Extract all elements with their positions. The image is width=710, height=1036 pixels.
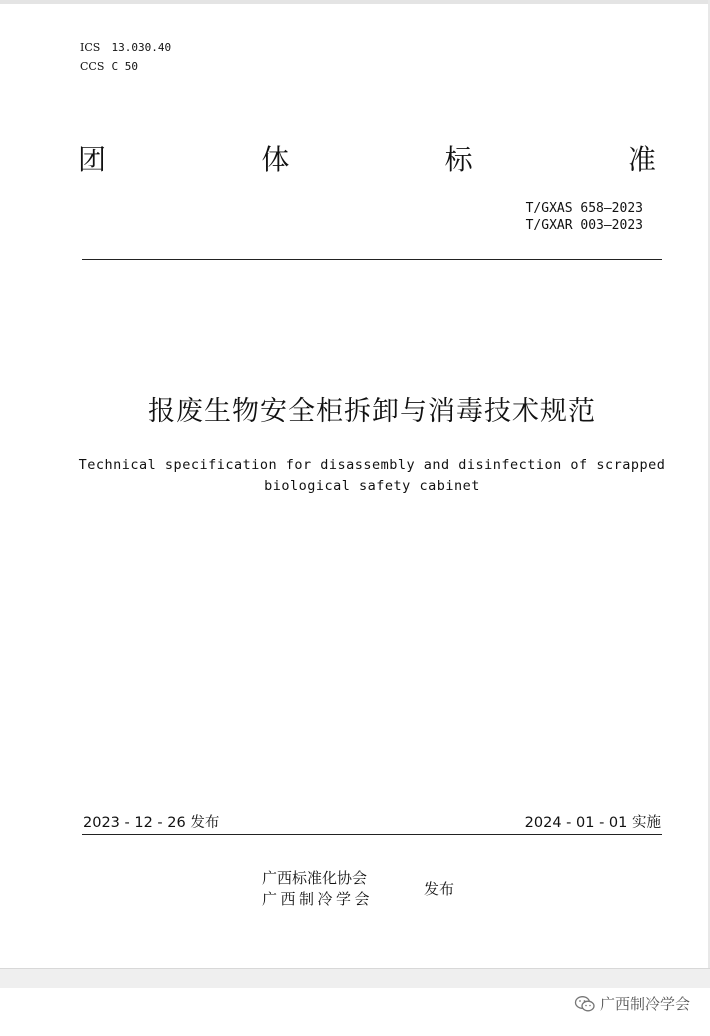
standard-type-char: 标 <box>444 143 473 176</box>
issuer-standardization-association: 广西标准化协会 <box>262 869 368 887</box>
classification-codes <box>80 38 171 76</box>
ccs-row <box>80 57 171 76</box>
issue-label: 发布 <box>424 880 455 898</box>
ics-label: ICS <box>80 41 101 54</box>
document-title-chinese: 报废生物安全柜拆卸与消毒技术规范 <box>148 396 596 427</box>
top-divider <box>82 259 662 260</box>
standard-number-gxas: T/GXAS 658—2023 <box>525 201 643 216</box>
watermark-text: 广西制冷学会 <box>599 995 690 1013</box>
publish-date: 2023 - 12 - 26 发布 <box>83 815 220 831</box>
standard-numbers <box>526 200 643 234</box>
ccs-value: C 50 <box>111 60 138 73</box>
ics-row <box>80 38 171 57</box>
bottom-divider <box>82 834 662 835</box>
standard-type-heading <box>78 140 656 180</box>
issuing-organizations <box>262 868 373 910</box>
watermark <box>574 994 690 1014</box>
standard-type-char: 体 <box>261 143 290 176</box>
wechat-icon <box>574 995 596 1013</box>
standard-type-char: 团 <box>78 143 107 176</box>
ics-value: 13.030.40 <box>111 41 172 54</box>
page-gap <box>0 968 710 989</box>
viewer-top-edge <box>0 0 710 4</box>
ccs-label: CCS <box>80 60 105 73</box>
standard-number-gxar: T/GXAR 003—2023 <box>525 218 643 233</box>
document-title-english: Technical specification for disassembly and disinfection of scrapped biological safety cabinet <box>78 457 666 494</box>
standard-type-char: 准 <box>627 143 656 176</box>
effective-date: 2024 - 01 - 01 实施 <box>524 815 661 831</box>
issuer-refrigeration-society: 广西制冷学会 <box>262 890 374 908</box>
